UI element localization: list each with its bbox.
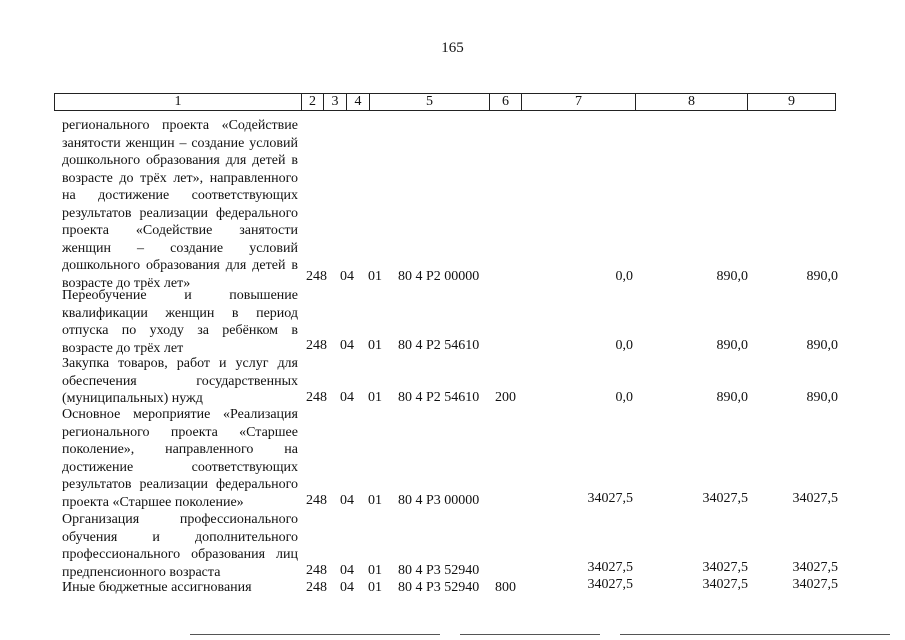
row-code-3: 04: [340, 269, 354, 284]
footer-rule-middle: [460, 634, 600, 635]
row-code-5: 80 4 Р2 54610: [398, 338, 480, 353]
row-value-9: 890,0: [806, 338, 838, 353]
table-header-row: [54, 93, 836, 111]
row-code-6: 800: [495, 580, 516, 595]
row-value-8: 34027,5: [702, 577, 748, 592]
row-code-4: 01: [368, 390, 382, 405]
row-description: Иные бюджетные ассигнования: [62, 580, 252, 595]
row-code-2: 248: [306, 493, 327, 508]
row-code-3: 04: [340, 493, 354, 508]
header-col-1: 1: [174, 94, 182, 109]
row-value-7: 0,0: [615, 269, 633, 284]
row-description: Переобучение и повышение квалификации женщин в период отпуска по уходу за ребёнком в возрасте до трёх лет: [62, 288, 298, 356]
row-value-7: 0,0: [615, 390, 633, 405]
row-value-9: 34027,5: [792, 491, 838, 506]
row-code-4: 01: [368, 580, 382, 595]
row-value-8: 34027,5: [702, 560, 748, 575]
header-col-9: 9: [747, 94, 835, 110]
row-code-3: 04: [340, 338, 354, 353]
row-code-3: 04: [340, 580, 354, 595]
row-value-7: 34027,5: [587, 491, 633, 506]
footer-rule-right: [620, 634, 890, 635]
row-code-5: 80 4 Р2 54610: [398, 390, 480, 405]
row-code-2: 248: [306, 563, 327, 578]
header-col-8: 8: [635, 94, 747, 110]
row-description: регионального проекта «Содействие занятости женщин – создание условий дошкольного образования для детей в возрасте до трёх лет», направленного на достижение соответствующих результатов реализации федерального проекта «Содействие занятости женщин – создание условий дошкольного образования для детей в возрасте до трёх лет»: [62, 118, 298, 291]
row-code-4: 01: [368, 338, 382, 353]
row-code-2: 248: [306, 269, 327, 284]
row-value-7: 34027,5: [587, 577, 633, 592]
row-value-7: 0,0: [615, 338, 633, 353]
row-description: Основное мероприятие «Реализация регионального проекта «Старшее поколение», направленного на достижение соответствующих результатов реализации федерального проекта «Старшее поколение»: [62, 407, 298, 510]
row-code-3: 04: [340, 563, 354, 578]
header-col-2: 2: [301, 94, 323, 110]
row-code-3: 04: [340, 390, 354, 405]
row-value-8: 890,0: [716, 390, 748, 405]
row-code-4: 01: [368, 493, 382, 508]
row-code-4: 01: [368, 269, 382, 284]
footer-rule-left: [190, 634, 440, 635]
header-col-7: 7: [521, 94, 635, 110]
row-code-2: 248: [306, 580, 327, 595]
row-code-5: 80 4 Р3 52940: [398, 580, 480, 595]
row-value-8: 34027,5: [702, 491, 748, 506]
row-code-5: 80 4 Р3 52940: [398, 563, 480, 578]
row-code-4: 01: [368, 563, 382, 578]
row-code-2: 248: [306, 338, 327, 353]
row-description: Закупка товаров, работ и услуг для обеспечения государственных (муниципальных) нужд: [62, 356, 298, 406]
header-col-5: 5: [369, 94, 489, 110]
row-value-9: 34027,5: [792, 560, 838, 575]
header-col-3: 3: [323, 94, 346, 110]
row-description: Организация профессионального обучения и дополнительного профессионального образования лиц предпенсионного возраста: [62, 512, 298, 580]
row-code-5: 80 4 Р2 00000: [398, 269, 480, 284]
header-col-6: 6: [489, 94, 521, 110]
row-code-5: 80 4 Р3 00000: [398, 493, 480, 508]
row-value-8: 890,0: [716, 338, 748, 353]
page-number: 165: [441, 40, 464, 56]
row-code-6: 200: [495, 390, 516, 405]
row-value-9: 890,0: [806, 390, 838, 405]
row-value-8: 890,0: [716, 269, 748, 284]
row-value-7: 34027,5: [587, 560, 633, 575]
header-col-4: 4: [346, 94, 369, 110]
row-value-9: 34027,5: [792, 577, 838, 592]
row-code-2: 248: [306, 390, 327, 405]
row-value-9: 890,0: [806, 269, 838, 284]
